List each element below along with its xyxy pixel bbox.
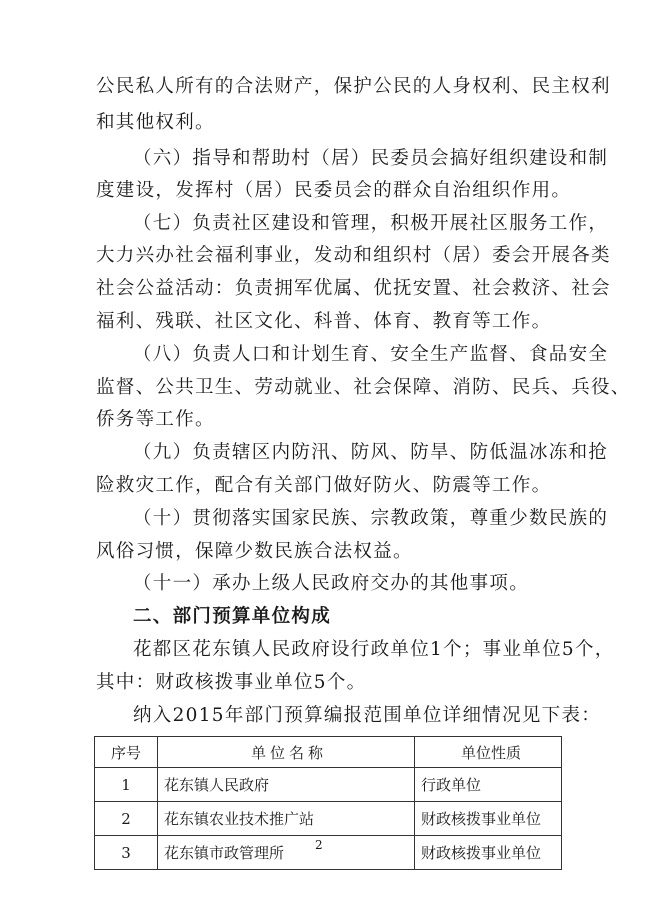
table-row: [95, 768, 562, 802]
cell-unit-name: 花东镇人民政府: [158, 768, 415, 802]
table-header-row: [95, 737, 562, 768]
body-line: （八）负责人口和计划生育、安全生产监督、食品安全: [133, 344, 609, 365]
body-line: 其中：财政核拨事业单位5个。: [96, 672, 367, 693]
body-line: （九）负责辖区内防汛、防风、防旱、防低温冰冻和抢: [133, 442, 609, 463]
body-line: （十一）承办上级人民政府交办的其他事项。: [133, 573, 530, 594]
col-header-unit-type: 单位性质: [415, 737, 562, 768]
cell-unit-name: 花东镇市政管理所: [158, 836, 415, 870]
body-line: （六）指导和帮助村（居）民委员会搞好组织建设和制: [133, 148, 609, 169]
cell-unit-name: 花东镇农业技术推广站: [158, 802, 415, 836]
body-line: 大力兴办社会福利事业，发动和组织村（居）委会开展各类: [96, 245, 611, 266]
body-line: 风俗习惯，保障少数民族合法权益。: [96, 541, 413, 562]
table-row: [95, 802, 562, 836]
section-heading: 二、部门预算单位构成: [133, 606, 332, 627]
budget-units-table: [94, 736, 562, 870]
body-line: 侨务等工作。: [96, 409, 215, 430]
body-line: 险救灾工作，配合有关部门做好防火、防震等工作。: [96, 475, 552, 496]
cell-index: 2: [95, 802, 158, 836]
body-line: 度建设，发挥村（居）民委员会的群众自治组织作用。: [96, 180, 572, 201]
cell-index: 1: [95, 768, 158, 802]
body-line: 公民私人所有的合法财产，保护公民的人身权利、民主权利: [96, 76, 611, 97]
cell-unit-type: 财政核拨事业单位: [415, 802, 562, 836]
body-line: 监督、公共卫生、劳动就业、社会保障、消防、民兵、兵役、: [96, 377, 631, 398]
col-header-index: 序号: [95, 737, 158, 768]
body-line: 纳入2015年部门预算编报范围单位详细情况见下表：: [133, 705, 602, 726]
col-header-unit-name: 单位名称: [158, 737, 415, 768]
body-line: （十）贯彻落实国家民族、宗教政策，尊重少数民族的: [133, 508, 609, 529]
body-line: 福利、残联、社区文化、科普、体育、教育等工作。: [96, 311, 552, 332]
cell-unit-type: 行政单位: [415, 768, 562, 802]
body-line: 花都区花东镇人民政府设行政单位1个；事业单位5个，: [133, 639, 615, 660]
page-number: 2: [315, 838, 323, 852]
body-line: （七）负责社区建设和管理，积极开展社区服务工作，: [133, 213, 609, 234]
body-line: 和其他权利。: [96, 112, 215, 133]
table-row: [95, 836, 562, 870]
cell-unit-type: 财政核拨事业单位: [415, 836, 562, 870]
body-line: 社会公益活动：负责拥军优属、优抚安置、社会救济、社会: [96, 278, 611, 299]
cell-index: 3: [95, 836, 158, 870]
